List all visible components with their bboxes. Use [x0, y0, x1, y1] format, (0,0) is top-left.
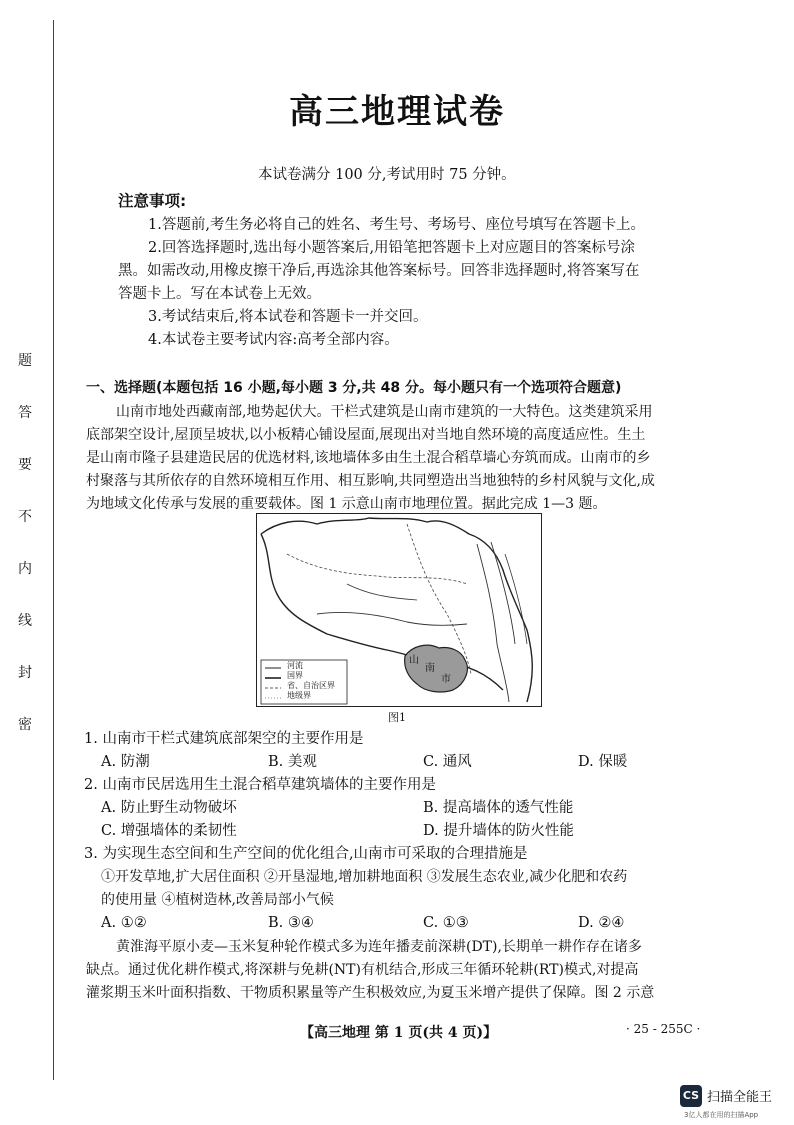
binding-char: 答	[18, 405, 32, 421]
binding-char: 内	[18, 561, 32, 577]
map-legend	[287, 661, 335, 701]
q3-option-a: A. ①②	[101, 915, 147, 931]
river	[477, 544, 509, 702]
q2-option-c: C. 增强墙体的柔韧性	[101, 823, 237, 839]
passage-2-line: 黄淮海平原小麦—玉米复种轮作模式多为连年播麦前深耕(DT),长期单一耕作存在诸多	[116, 939, 642, 955]
q2-option-d: D. 提升墙体的防火性能	[423, 823, 574, 839]
notice-line: 4.本试卷主要考试内容:高考全部内容。	[148, 332, 399, 348]
exam-info: 本试卷满分 100 分,考试用时 75 分钟。	[258, 167, 516, 183]
passage-line: 底部架空设计,屋顶呈坡状,以小板精心铺设屋面,展现出对当地自然环境的高度适应性。生土	[86, 427, 646, 443]
notice-line: 3.考试结束后,将本试卷和答题卡一并交回。	[148, 309, 428, 325]
binding-char: 要	[18, 457, 32, 473]
q3-statements: ①开发草地,扩大居住面积 ②开垦湿地,增加耕地面积 ③发展生态农业,减少化肥和农药	[101, 869, 628, 885]
passage-line: 村聚落与其所依存的自然环境相互作用、相互影响,共同塑造出当地独特的乡村风貌与文化,成	[86, 473, 655, 489]
passage-2-line: 灌浆期玉米叶面积指数、干物质积累量等产生积极效应,为夏玉米增产提供了保障。图 2 示意	[86, 985, 655, 1001]
q3-option-b: B. ③④	[268, 915, 314, 931]
q2-option-a: A. 防止野生动物破坏	[101, 800, 237, 816]
q2-stem: 2. 山南市民居选用生土混合稻草建筑墙体的主要作用是	[84, 777, 436, 793]
notice-line: 2.回答选择题时,选出每小题答案后,用铅笔把答题卡上对应题目的答案标号涂	[148, 240, 636, 256]
q1-option-b: B. 美观	[268, 754, 317, 770]
section-heading: 一、选择题(本题包括 16 小题,每小题 3 分,共 48 分。每小题只有一个选项符合题意)	[86, 380, 622, 396]
region-label-2: 南	[425, 663, 435, 674]
q1-stem: 1. 山南市干栏式建筑底部架空的主要作用是	[84, 731, 364, 747]
region-label-1: 山	[409, 655, 419, 666]
binding-char: 线	[18, 613, 32, 629]
river	[317, 612, 467, 625]
legend-national-border: 国界	[287, 671, 303, 680]
q1-option-d: D. 保暖	[578, 754, 628, 770]
scanner-watermark	[680, 1083, 784, 1119]
binding-char: 题	[18, 353, 32, 369]
q2-option-b: B. 提高墙体的透气性能	[423, 800, 574, 816]
legend-prefecture-border: 地级界	[287, 691, 311, 700]
q3-option-d: D. ②④	[578, 915, 625, 931]
province-border	[287, 554, 467, 584]
notice-line: 黑。如需改动,用橡皮擦干净后,再选涂其他答案标号。回答非选择题时,将答案写在	[118, 263, 640, 279]
notice-line: 答题卡上。写在本试卷上无效。	[118, 286, 321, 302]
q3-option-c: C. ①③	[423, 915, 469, 931]
legend-river: 河流	[287, 661, 303, 670]
binding-char: 密	[18, 717, 32, 733]
q1-option-c: C. 通风	[423, 754, 472, 770]
binding-line	[53, 20, 54, 1080]
passage-line: 为地域文化传承与发展的重要载体。图 1 示意山南市地理位置。据此完成 1—3 题。	[86, 496, 607, 512]
q1-option-a: A. 防潮	[101, 754, 150, 770]
river	[347, 584, 417, 600]
q3-statements-cont: 的使用量 ④植树造林,改善局部小气候	[101, 892, 334, 908]
region-label-3: 市	[441, 674, 451, 685]
legend-province-border: 省、自治区界	[287, 681, 335, 690]
notice-line: 1.答题前,考生务必将自己的姓名、考生号、考场号、座位号填写在答题卡上。	[148, 217, 645, 233]
binding-char: 不	[18, 509, 32, 525]
passage-2-line: 缺点。通过优化耕作模式,将深耕与免耕(NT)有机结合,形成三年循环轮耕(RT)模式,对提高	[86, 962, 639, 978]
figure-1-map	[256, 513, 542, 707]
scanner-name: 扫描全能王	[707, 1090, 773, 1105]
page-footer: 【高三地理 第 1 页(共 4 页)】	[300, 1025, 498, 1041]
binding-text	[8, 350, 48, 733]
q3-stem: 3. 为实现生态空间和生产空间的优化组合,山南市可采取的合理措施是	[84, 846, 528, 862]
notice-heading: 注意事项:	[118, 192, 187, 210]
binding-char: 封	[18, 665, 32, 681]
figure-1-caption: 图1	[388, 711, 406, 724]
passage-line: 山南市地处西藏南部,地势起伏大。干栏式建筑是山南市建筑的一大特色。这类建筑采用	[116, 404, 653, 420]
river	[505, 554, 527, 644]
scanner-slogan: 3亿人都在用的扫描App	[684, 1111, 759, 1119]
paper-code: · 25 - 255C ·	[626, 1022, 701, 1036]
page-title: 高三地理试卷	[289, 92, 505, 132]
scanner-logo-icon: CS	[680, 1085, 702, 1107]
passage-line: 是山南市隆子县建造民居的优选材料,该地墙体多由生土混合稻草墙心夯筑而成。山南市的乡	[86, 450, 651, 466]
